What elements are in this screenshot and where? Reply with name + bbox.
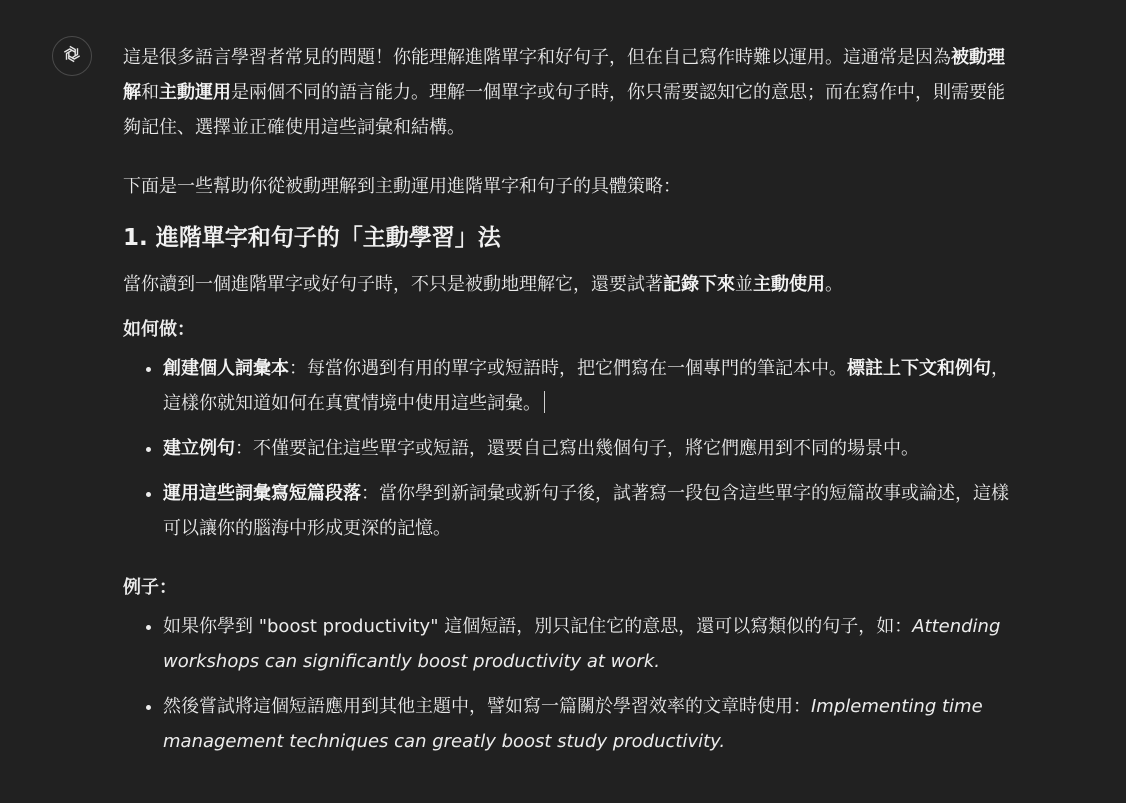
list-item [163, 689, 1013, 759]
intro-text: 這是很多語言學習者常見的問題！你能理解進階單字和好句子，但在自己寫作時難以運用。這通常是因為 [123, 47, 951, 68]
example-sentence: Implementing time management techniques can greatly boost study productivity. [163, 696, 983, 752]
section-description [123, 267, 1013, 302]
list-item-title: 創建個人詞彙本 [163, 358, 289, 379]
list-item [163, 431, 1013, 466]
desc-bold-record: 記錄下來 [663, 274, 735, 295]
intro-bold-active: 主動運用 [159, 82, 231, 103]
list-item-text: ：當你學到新詞彙或新句子後，試著寫一段包含這些單字的短篇故事或論述，這樣可以讓你的腦海中形成更深的記憶。 [163, 483, 1009, 539]
example-text: 然後嘗試將這個短語應用到其他主題中，譬如寫一篇關於學習效率的文章時使用： [163, 696, 811, 717]
desc-text: 。 [825, 274, 843, 295]
example-label: 例子： [123, 577, 177, 598]
how-to-label: 如何做： [123, 319, 195, 340]
list-item-emphasis: 標註上下文和例句 [847, 358, 991, 379]
example-text: 如果你學到 "boost productivity" 這個短語，別只記住它的意思，還可以寫類似的句子，如： [163, 616, 913, 637]
list-item [163, 351, 1013, 421]
desc-text: 並 [735, 274, 753, 295]
intro-text: 是兩個不同的語言能力。理解一個單字或句子時，你只需要認知它的意思；而在寫作中，則需要能夠記住、選擇並正確使用這些詞彙和結構。 [123, 82, 1005, 138]
lead-paragraph: 下面是一些幫助你從被動理解到主動運用進階單字和句子的具體策略： [123, 176, 681, 197]
desc-text: 當你讀到一個進階單字或好句子時，不只是被動地理解它，還要試著 [123, 274, 663, 295]
assistant-avatar [52, 36, 92, 76]
list-item-text: ：不僅要記住這些單字或短語，還要自己寫出幾個句子，將它們應用到不同的場景中。 [235, 438, 919, 459]
desc-bold-use: 主動使用 [753, 274, 825, 295]
assistant-message [123, 40, 1013, 769]
openai-logo-icon [60, 42, 84, 70]
example-list [123, 609, 1013, 759]
text-cursor [544, 391, 545, 413]
how-to-list [123, 351, 1013, 546]
example-sentence: Attending workshops can significantly boost productivity at work. [163, 616, 1001, 672]
intro-bold-passive: 被動理解 [123, 47, 1005, 103]
list-item [163, 609, 1013, 679]
list-item [163, 476, 1013, 546]
intro-text: 和 [141, 82, 159, 103]
list-item-text: ，這樣你就知道如何在真實情境中使用這些詞彙。 [163, 358, 1009, 414]
section-heading: 1. 進階單字和句子的「主動學習」法 [123, 225, 501, 251]
list-item-text: ：每當你遇到有用的單字或短語時，把它們寫在一個專門的筆記本中。 [289, 358, 847, 379]
intro-paragraph [123, 40, 1013, 145]
list-item-title: 建立例句 [163, 438, 235, 459]
list-item-title: 運用這些詞彙寫短篇段落 [163, 483, 361, 504]
